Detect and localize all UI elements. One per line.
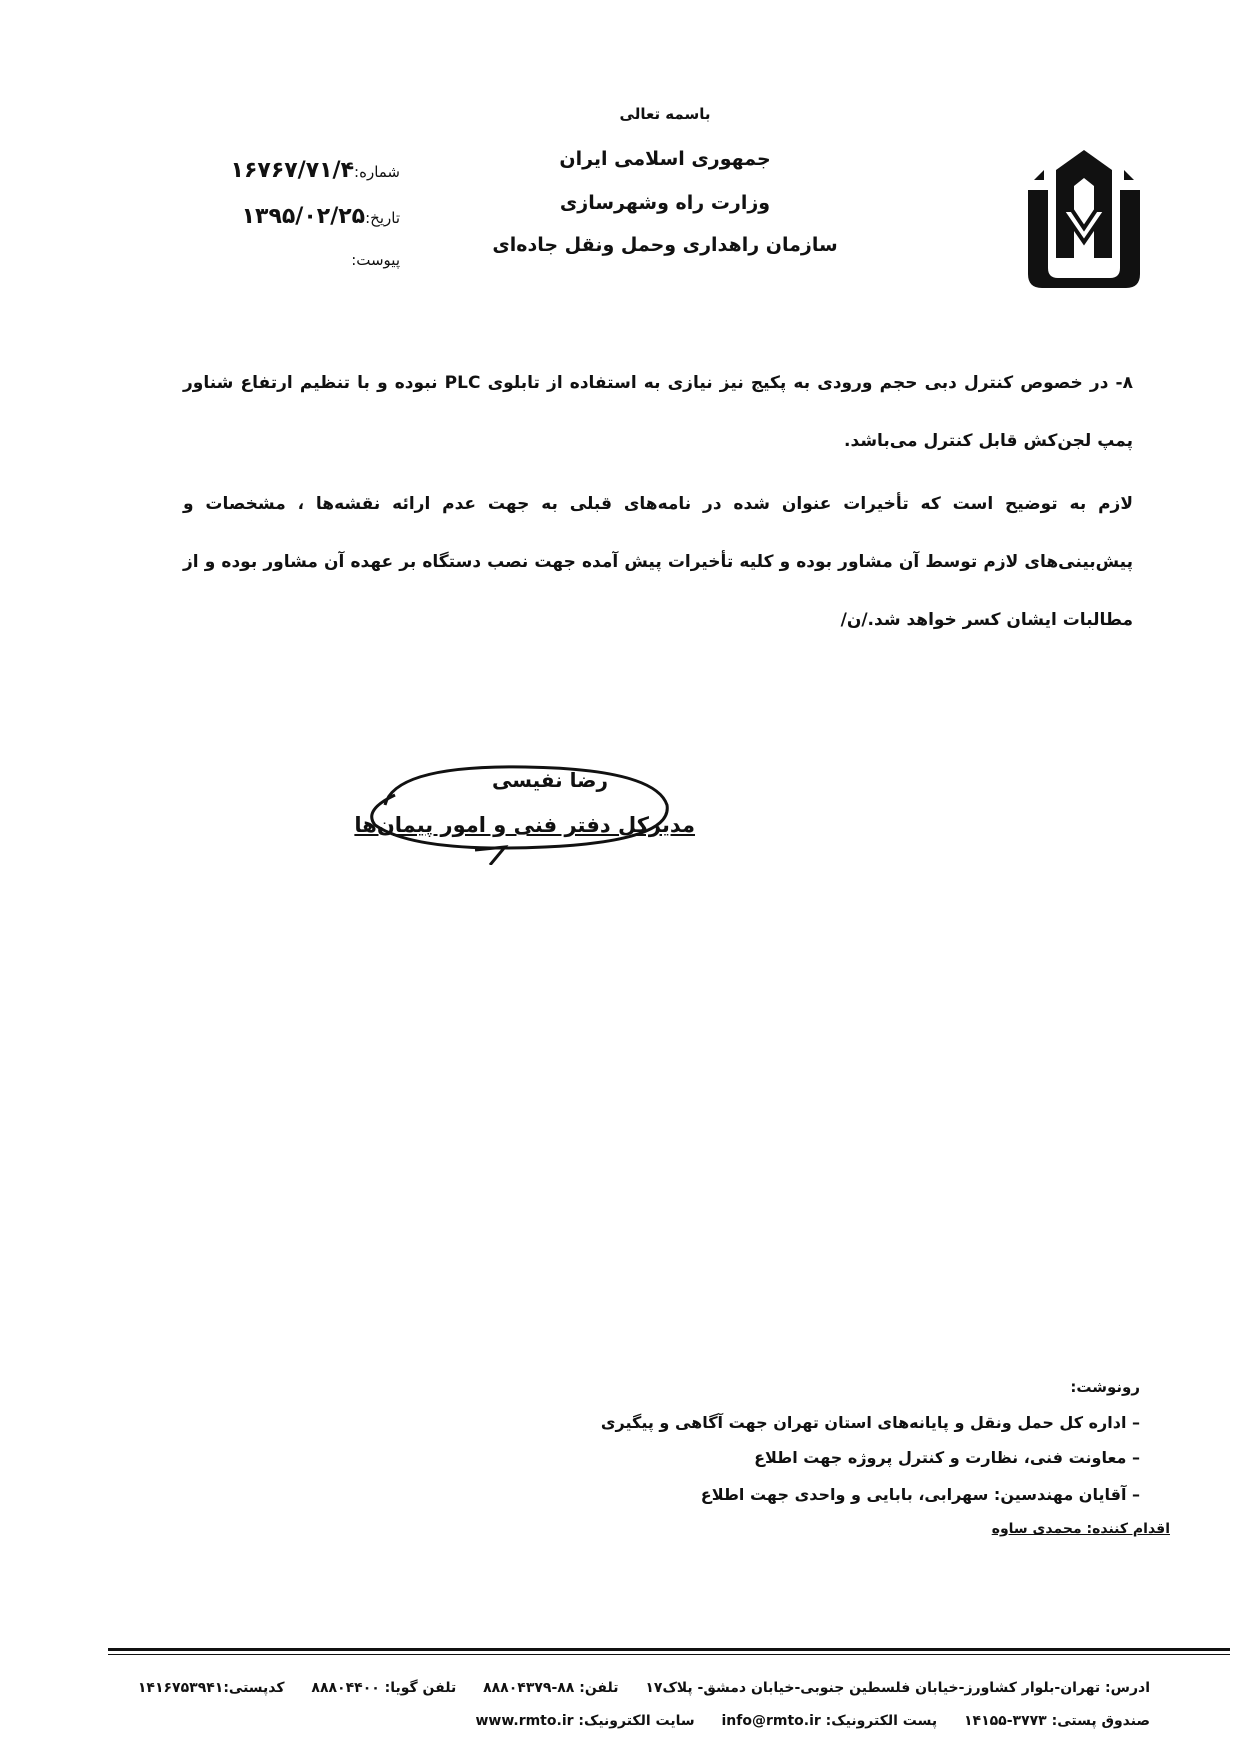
footer-divider-thin <box>108 1654 1230 1655</box>
signer-name: رضا نفیسی <box>492 768 608 792</box>
footer-postal-code: کدپستی:۱۴۱۶۷۵۳۹۴۱ <box>137 1680 285 1696</box>
date-value: ۱۳۹۵/۰۲/۲۵ <box>241 204 366 229</box>
letter-number <box>200 158 400 183</box>
organization-name: سازمان راهداری وحمل ونقل جاده‌ای <box>492 234 838 256</box>
letter-attachment <box>200 250 400 269</box>
footer-online-line <box>180 1713 1150 1729</box>
date-label: تاریخ: <box>365 209 400 227</box>
signer-title: مدیرکل دفتر فنی و امور پیمان‌ها <box>354 813 695 837</box>
rmto-logo <box>1018 150 1150 290</box>
attachment-label: پیوست: <box>351 251 400 269</box>
footer-contact-line <box>137 1680 1150 1696</box>
footer-divider <box>108 1648 1230 1651</box>
copy-recipient: – اداره کل حمل ونقل و پایانه‌های استان تهران جهت آگاهی و پیگیری <box>600 1413 1140 1432</box>
footer-email[interactable]: پست الکترونیک: info@rmto.ir <box>721 1713 938 1729</box>
footer-po-box: صندوق پستی: ۳۷۷۳-۱۴۱۵۵ <box>963 1713 1150 1729</box>
country-name: جمهوری اسلامی ایران <box>559 148 771 170</box>
number-value: ۱۶۷۶۷/۷۱/۴ <box>230 158 355 183</box>
footer-phone: تلفن: ۸۸-۸۸۸۰۴۳۷۹ <box>483 1680 619 1696</box>
body-item-8: ۸- در خصوص کنترل دبی حجم ورودی به پکیج نیز نیازی به استفاده از تابلوی PLC نبوده و با تنظیم ارتفاع شناور پمپ لجن‌کش قابل کنترل می‌باشد. <box>183 373 1133 451</box>
footer-voice-phone: تلفن گویا: ۸۸۸۰۴۴۰۰ <box>311 1680 457 1696</box>
ministry-name: وزارت راه وشهرسازی <box>559 192 771 214</box>
footer-address: ادرس: تهران-بلوار کشاورز-خیابان فلسطین جنوبی-خیابان دمشق- پلاک۱۷ <box>645 1680 1150 1696</box>
letter-date <box>200 204 400 229</box>
number-label: شماره: <box>354 163 400 181</box>
copy-recipient: – معاونت فنی، نظارت و کنترل پروژه جهت اطلاع <box>754 1448 1140 1467</box>
footer-website[interactable]: سایت الکترونیک: www.rmto.ir <box>475 1713 695 1729</box>
copies-heading: رونوشت: <box>1070 1378 1140 1396</box>
action-by: اقدام کننده: محمدی ساوه <box>991 1521 1170 1537</box>
bismillah: باسمه تعالی <box>619 105 711 123</box>
copy-recipient: – آقایان مهندسین: سهرابی، بابایی و واحدی جهت اطلاع <box>700 1485 1140 1504</box>
body-note: لازم به توضیح است که تأخیرات عنوان شده در نامه‌های قبلی به جهت عدم ارائه نقشه‌ها ، مشخصات و پیش‌بینی‌های لازم توسط آن مشاور بوده و کلیه تأخیرات پیش آمده جهت نصب دستگاه بر عهده آن مشاور بوده و از مطالبات ایشان کسر خواهد شد./ن/ <box>183 494 1133 630</box>
